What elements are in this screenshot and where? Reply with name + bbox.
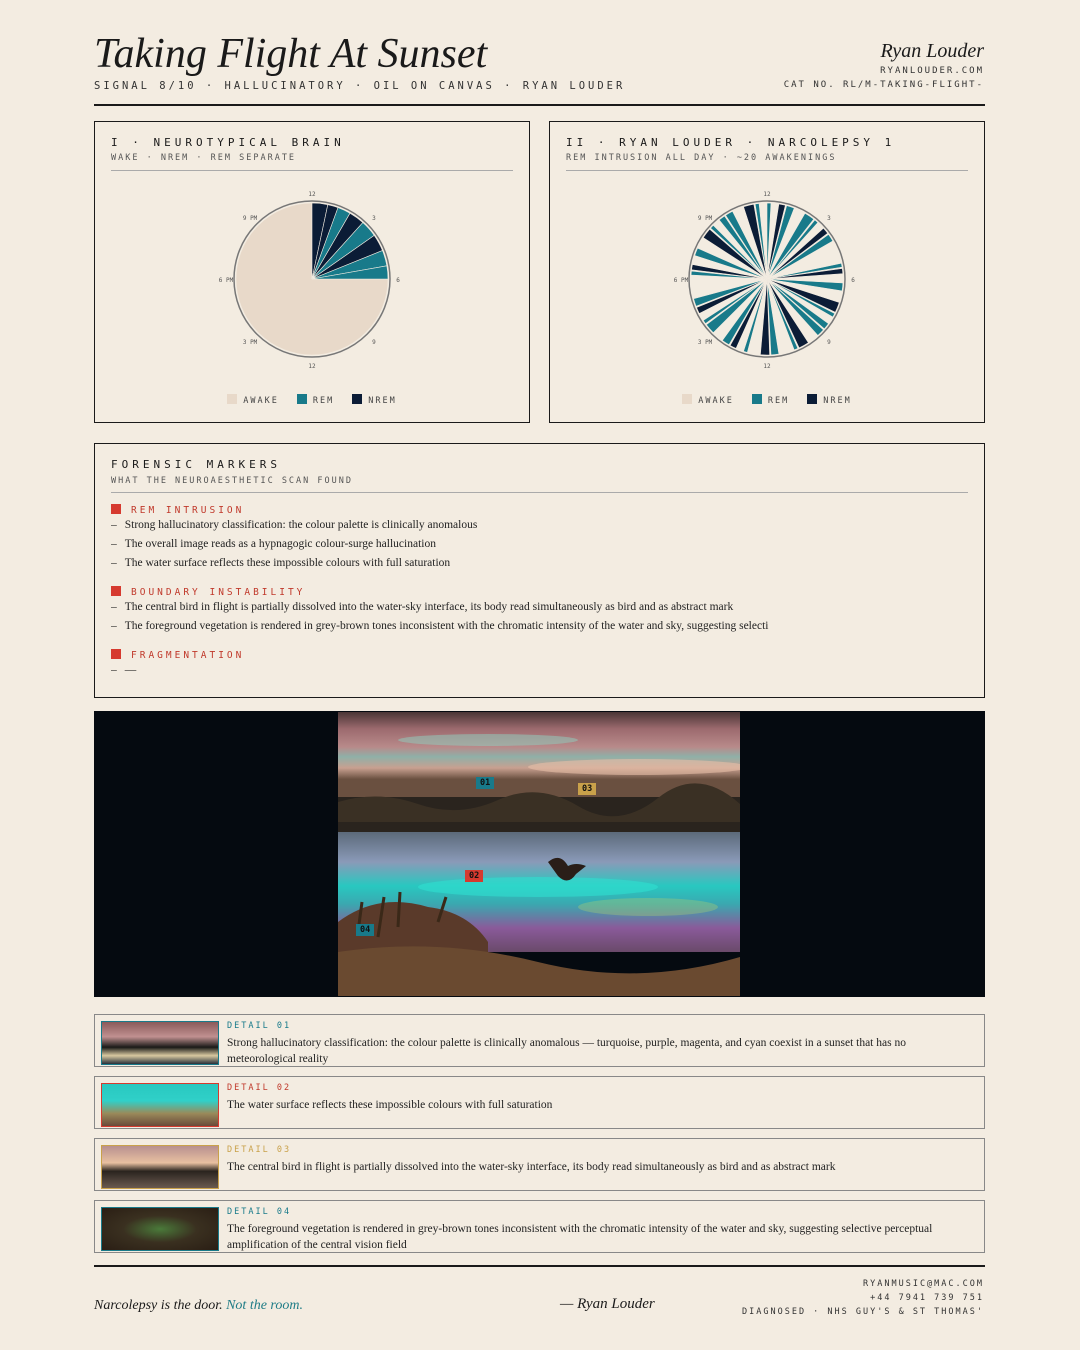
panel-heading: I · NEUROTYPICAL BRAIN: [111, 136, 345, 149]
legend-nrem: NREM: [352, 394, 396, 406]
panel-heading: II · RYAN LOUDER · NARCOLEPSY 1: [566, 136, 896, 149]
clock-tick-label: 6: [396, 277, 400, 284]
detail-text: The central bird in flight is partially dissolved into the water-sky interface, its body read simultaneously as bird and as abstract mark: [227, 1161, 836, 1173]
awake-swatch-icon: [227, 394, 237, 404]
detail-label: DETAIL 02: [227, 1083, 292, 1093]
page-subtitle: SIGNAL 8/10 · HALLUCINATORY · OIL ON CANVAS · RYAN LOUDER: [94, 80, 626, 92]
awake-swatch-icon: [682, 394, 692, 404]
detail-thumbnail: [101, 1021, 219, 1065]
detail-card-01[interactable]: [94, 1014, 985, 1067]
footer-phone: +44 7941 739 751: [870, 1293, 984, 1303]
detail-label: DETAIL 03: [227, 1145, 292, 1155]
marker-item: – The central bird in flight is partially dissolved into the water-sky interface, its body read simultaneously as bird and as abstract mark: [111, 601, 734, 613]
footer-diagnosis: DIAGNOSED · NHS GUY'S & ST THOMAS': [742, 1307, 984, 1317]
marker-group-boundary-instability: BOUNDARY INSTABILITY: [111, 586, 305, 598]
clock-tick-label: 3: [372, 215, 376, 223]
footer-quote: Narcolepsy is the door. Not the room.: [94, 1298, 303, 1313]
nrem-swatch-icon: [807, 394, 817, 404]
header-divider: [94, 104, 985, 106]
chart-legend: [95, 394, 529, 406]
clock-tick-label: 3: [827, 215, 831, 223]
markers-subtitle: WHAT THE NEUROAESTHETIC SCAN FOUND: [111, 476, 353, 486]
painting-tag-03[interactable]: 03: [578, 783, 596, 795]
marker-item: – Strong hallucinatory classification: the colour palette is clinically anomalous: [111, 519, 478, 531]
clock-tick-label: 6 PM: [673, 277, 689, 284]
marker-group-rem-intrusion: REM INTRUSION: [111, 504, 244, 516]
legend-awake: AWAKE: [227, 394, 279, 406]
rem-swatch-icon: [752, 394, 762, 404]
marker-item: – The water surface reflects these impossible colours with full saturation: [111, 557, 451, 569]
clock-tick-label: 9: [827, 338, 831, 346]
detail-card-04[interactable]: [94, 1200, 985, 1253]
marker-item: – —: [111, 664, 137, 676]
clock-tick-label: 6: [851, 277, 855, 284]
catalogue-number: CAT NO. RL/M-TAKING-FLIGHT-: [783, 80, 984, 90]
painting-tag-01[interactable]: 01: [476, 777, 494, 789]
artist-name: Ryan Louder: [880, 40, 984, 62]
detail-label: DETAIL 04: [227, 1207, 292, 1217]
detail-card-03[interactable]: [94, 1138, 985, 1191]
red-square-icon: [111, 586, 121, 596]
clock-tick-label: 6 PM: [218, 277, 234, 284]
legend-rem: REM: [752, 394, 789, 406]
chart-legend: [550, 394, 984, 406]
panel-subheading: WAKE · NREM · REM SEPARATE: [111, 153, 297, 163]
marker-item: – The overall image reads as a hypnagogic colour-surge hallucination: [111, 538, 436, 550]
clock-tick-label: 9 PM: [697, 215, 713, 223]
detail-text: The water surface reflects these impossible colours with full saturation: [227, 1099, 553, 1111]
red-square-icon: [111, 504, 121, 514]
detail-text: The foreground vegetation is rendered in grey-brown tones inconsistent with the chromatic intensity of the water and sky, suggesting selective perceptual amplification of the central vision field: [227, 1223, 933, 1251]
detail-card-02[interactable]: [94, 1076, 985, 1129]
marker-group-fragmentation: FRAGMENTATION: [111, 649, 244, 661]
legend-nrem: NREM: [807, 394, 851, 406]
red-square-icon: [111, 649, 121, 659]
markers-divider: [111, 492, 968, 493]
sleep-clock-chart-neurotypical: [95, 182, 529, 412]
artist-site-link[interactable]: RYANLOUDER.COM: [880, 66, 984, 76]
painting-illustration: [338, 712, 740, 996]
marker-item: – The foreground vegetation is rendered in grey-brown tones inconsistent with the chromatic intensity of the water and sky, suggesting selecti: [111, 620, 769, 632]
clock-tick-label: 12: [308, 191, 316, 198]
clock-tick-label: 9 PM: [242, 215, 258, 223]
page-title: Taking Flight At Sunset: [94, 31, 488, 77]
clock-tick-label: 12: [763, 191, 771, 198]
narcolepsy-panel: [549, 121, 985, 423]
painting-tag-02[interactable]: 02: [465, 870, 483, 882]
clock-tick-label: 12: [308, 363, 316, 370]
detail-label: DETAIL 01: [227, 1021, 292, 1031]
panel-divider: [566, 170, 968, 171]
footer-email-link[interactable]: RYANMUSIC@MAC.COM: [863, 1279, 984, 1289]
panel-divider: [111, 170, 513, 171]
sleep-clock-chart-narcolepsy: [550, 182, 984, 412]
forensic-markers-panel: [94, 443, 985, 698]
footer-divider: [94, 1265, 985, 1267]
detail-thumbnail: [101, 1207, 219, 1251]
panel-subheading: REM INTRUSION ALL DAY · ~20 AWAKENINGS: [566, 153, 837, 163]
legend-rem: REM: [297, 394, 334, 406]
clock-tick-label: 12: [763, 363, 771, 370]
detail-thumbnail: [101, 1083, 219, 1127]
clock-tick-label: 9: [372, 338, 376, 346]
rem-swatch-icon: [297, 394, 307, 404]
clock-tick-label: 3 PM: [242, 338, 258, 346]
footer-signature: — Ryan Louder: [560, 1296, 655, 1312]
detail-thumbnail: [101, 1145, 219, 1189]
nrem-swatch-icon: [352, 394, 362, 404]
neurotypical-panel: [94, 121, 530, 423]
legend-awake: AWAKE: [682, 394, 734, 406]
painting-tag-04[interactable]: 04: [356, 924, 374, 936]
markers-title: FORENSIC MARKERS: [111, 458, 281, 471]
painting-image: [338, 712, 740, 996]
detail-text: Strong hallucinatory classification: the colour palette is clinically anomalous — turquoise, purple, magenta, and cyan coexist in a sunset that has no meteorological reality: [227, 1037, 906, 1065]
clock-tick-label: 3 PM: [697, 338, 713, 346]
